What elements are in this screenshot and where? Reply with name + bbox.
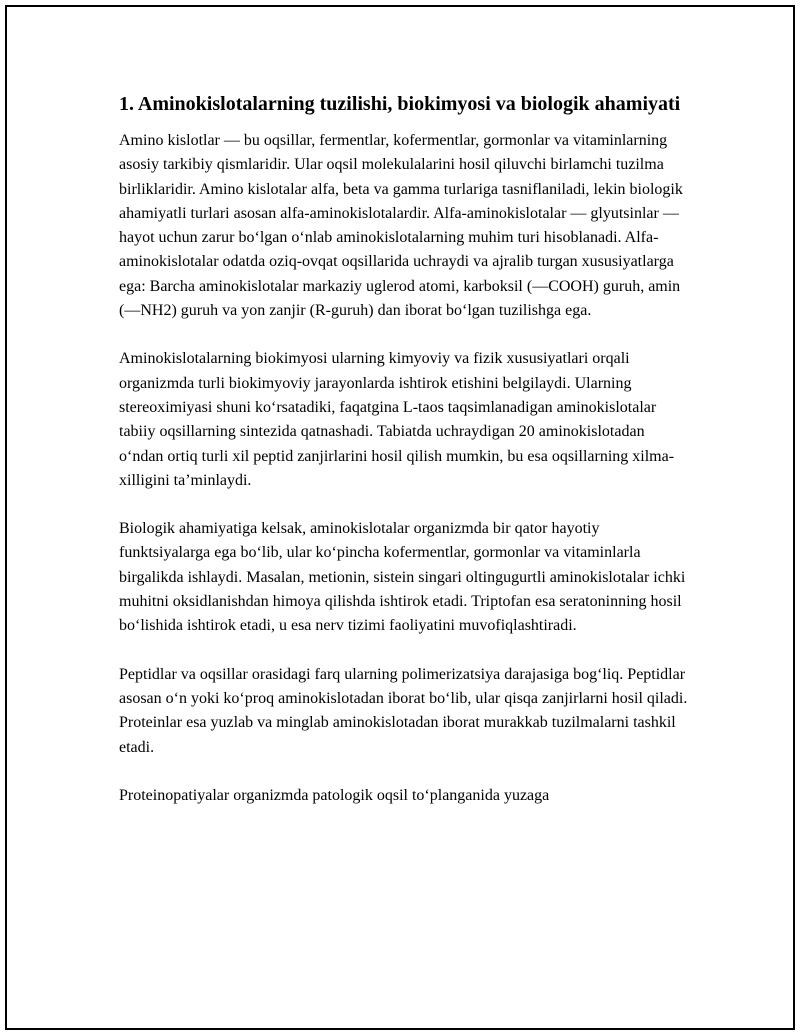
paragraph-biological-significance: Biologik ahamiyatiga kelsak, aminokislotalar organizmda bir qator hayotiy funktsiyalarga ega bo‘lib, ular ko‘pincha kofermentlar, gormonlar va vitaminlarla birgalikda ishlaydi. Masalan, metionin, sistein singari oltingugurtli aminokislotalar ichki muhitni oksidlanishdan himoya qilishda ishtirok etadi. Triptofan esa seratoninning hosil bo‘lishida ishtirok etadi, u esa nerv tizimi faoliyatini muvofiqlashtiradi. — [119, 520, 686, 635]
section-heading: 1. Aminokislotalarning tuzilishi, biokimyosi va biologik ahamiyati — [119, 93, 681, 115]
paragraph-biochemistry: Aminokislotalarning biokimyosi ularning kimyoviy va fizik xususiyatlari orqali organizmda turli biokimyoviy jarayonlarda ishtirok etishini belgilaydi. Ularning stereoximiyasi shuni ko‘rsatadiki, faqatgina L-taos taqsimlanadigan aminokislotalar tabiiy oqsillarning sintezida qatnashadi. Tabiatda uchraydigan 20 aminokislotadan o‘ndan ortiq turli xil peptid zanjirlarini hosil qilish mumkin, bu esa oqsillarning xilma-xilligini ta’minlaydi. — [119, 350, 675, 489]
document-body — [119, 91, 689, 832]
paragraph-peptides-proteins: Peptidlar va oqsillar orasidagi farq ularning polimerizatsiya darajasiga bog‘liq. Peptidlar asosan o‘n yoki ko‘proq aminokislotadan iborat bo‘lib, ular qisqa zanjirlarni hosil qiladi. Proteinlar esa yuzlab va minglab aminokislotadan iborat murakkab tuzilmalarni tashkil etadi. — [119, 665, 688, 756]
document-page — [5, 5, 795, 1030]
paragraph-structure: Amino kislotlar — bu oqsillar, fermentlar, kofermentlar, gormonlar va vitaminlarning asosiy tarkibiy qismlaridir. Ular oqsil molekulalarini hosil qiluvchi birlamchi tuzilma birliklaridir. Amino kislotalar alfa, beta va gamma turlariga tasniflaniladi, lekin biologik ahamiyatli turlari asosan alfa-aminokislotalardir. Alfa-aminokislotalar — glyutsinlar — hayot uchun zarur bo‘lgan o‘nlab aminokislotalarning muhim turi hisoblanadi. Alfa-aminokislotalar odatda oziq-ovqat oqsillarida uchraydi va ajralib turgan xususiyatlarga ega: Barcha aminokislotalar markaziy uglerod atomi, karboksil (—COOH) guruh, amin (—NH2) guruh va yon zanjir (R-guruh) dan iborat bo‘lgan tuzilishga ega. — [119, 132, 683, 320]
paragraph-proteinopathies: Proteinopatiyalar organizmda patologik oqsil to‘planganida yuzaga — [119, 786, 550, 804]
